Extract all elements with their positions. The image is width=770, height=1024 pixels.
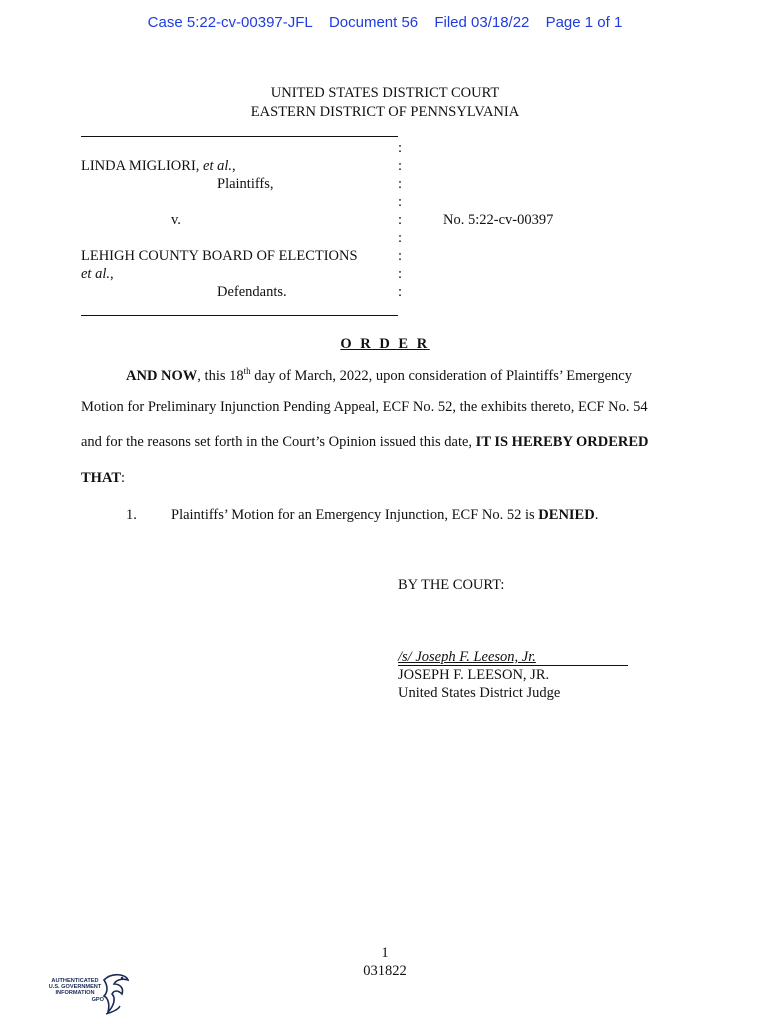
filed-date-header: Filed 03/18/22 — [434, 14, 530, 31]
page-number: 1 — [381, 945, 389, 961]
caption-colon: : — [398, 212, 403, 228]
date-code: 031822 — [363, 963, 407, 979]
eagle-icon — [100, 972, 130, 1018]
judge-name: JOSEPH F. LEESON, JR. — [398, 667, 550, 683]
caption-colon: : — [398, 266, 403, 282]
caption-colon: : — [398, 176, 403, 192]
defendant-role: Defendants. — [217, 284, 287, 300]
electronic-signature: /s/ Joseph F. Leeson, Jr. — [398, 649, 536, 665]
court-name: UNITED STATES DISTRICT COURT — [270, 85, 500, 101]
court-district: EASTERN DISTRICT OF PENNSYLVANIA — [250, 104, 520, 120]
page-count-header: Page 1 of 1 — [545, 14, 623, 31]
order-title: O R D E R — [340, 336, 430, 352]
order-item-text: Plaintiffs’ Motion for an Emergency Injunction, ECF No. 52 is DENIED. — [171, 507, 599, 523]
document-number-header: Document 56 — [328, 14, 419, 31]
caption-colon: : — [398, 248, 403, 264]
order-paragraph-line-3: and for the reasons set forth in the Court’s Opinion issued this date, IT IS HEREBY ORDERED — [81, 434, 649, 450]
plaintiff-role: Plaintiffs, — [217, 176, 274, 192]
order-paragraph-line-1: AND NOW, this 18th day of March, 2022, upon consideration of Plaintiffs’ Emergency — [126, 366, 632, 384]
caption-colon: : — [398, 140, 403, 156]
by-the-court: BY THE COURT: — [398, 577, 505, 593]
filing-banner — [0, 14, 770, 31]
plaintiff-name: LINDA MIGLIORI, et al., — [81, 158, 236, 174]
caption-colon: : — [398, 194, 403, 210]
caption-top-rule — [81, 136, 398, 137]
caption-colon: : — [398, 230, 403, 246]
order-paragraph-line-4: THAT: — [81, 470, 126, 486]
caption-bottom-rule — [81, 315, 398, 316]
order-item-number: 1. — [126, 507, 137, 523]
defendant-et-al: et al., — [81, 266, 114, 282]
gpo-authentication-seal — [44, 972, 134, 1018]
case-number-header: Case 5:22-cv-00397-JFL — [147, 14, 313, 31]
order-paragraph-line-2: Motion for Preliminary Injunction Pending Appeal, ECF No. 52, the exhibits thereto, ECF No. 54 — [81, 399, 648, 415]
caption-colon: : — [398, 158, 403, 174]
plaintiff-et-al: et al. — [203, 158, 233, 174]
defendant-name: LEHIGH COUNTY BOARD OF ELECTIONS — [81, 248, 358, 264]
versus: v. — [171, 212, 181, 228]
judge-title: United States District Judge — [398, 685, 561, 701]
seal-text: AUTHENTICATED U.S. GOVERNMENT INFORMATION GPO — [48, 978, 104, 1003]
caption-colon: : — [398, 284, 403, 300]
case-number: No. 5:22-cv-00397 — [443, 212, 554, 228]
